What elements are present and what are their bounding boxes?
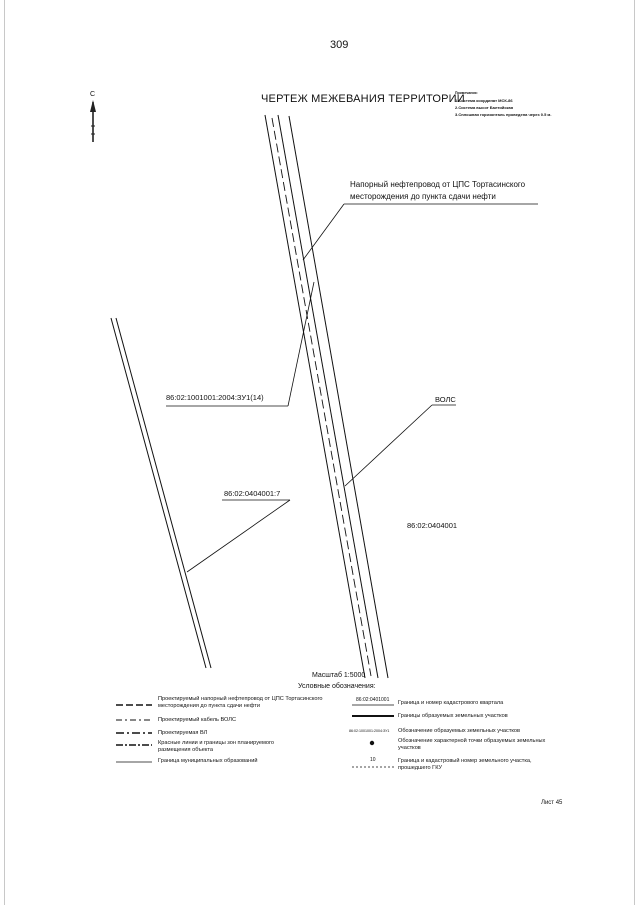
- pipeline-leader: [303, 204, 538, 260]
- quarter-0017-label: 86:02:0404001:7: [224, 489, 281, 498]
- notes-item-3: 3.Сплошная горизонталь проведена через 0.5 м.: [455, 112, 552, 117]
- legend-item-parcels: Границы образуемых земельных участков: [398, 713, 508, 719]
- vols-label: ВОЛС: [435, 395, 456, 404]
- north-letter: С: [90, 91, 96, 98]
- notes-item-1: 1.Система координат МСК-86: [455, 98, 513, 103]
- legend-item-gku: Граница и кадастровый номер земельного участка, прошедшего ГКУ: [398, 758, 532, 771]
- parcel-leader: [166, 282, 314, 406]
- parcel-zu1-label: 86:02:1001001:2004:ЗУ1(14): [166, 393, 264, 402]
- north-arrow-icon: [90, 100, 96, 142]
- scale-label: Масштаб 1:5000: [312, 672, 366, 679]
- drawing-title: ЧЕРТЕЖ МЕЖЕВАНИЯ ТЕРРИТОРИИ: [261, 93, 465, 105]
- notes-item-2: 2.Система высот Балтийская: [455, 105, 514, 110]
- legend-item-point: Обозначение характерной точки образуемых земельных участков: [398, 738, 546, 751]
- legend-sample-gku: 10: [370, 757, 376, 763]
- legend-item-red-lines: Красные линии и границы зон планируемого размещения объекта: [158, 740, 275, 753]
- legend-title: Условные обозначения:: [298, 683, 376, 690]
- legend-item-vl: Проектируемая ВЛ: [158, 730, 208, 736]
- quarter-leader: [187, 500, 290, 572]
- quarter-main-label: 86:02:0404001: [407, 521, 458, 530]
- pipeline-label-line2: месторождения до пункта сдачи нефти: [350, 192, 496, 201]
- page-number: 309: [330, 39, 349, 51]
- legend-item-parcel-designation: Обозначение образуемых земельных участков: [398, 728, 520, 734]
- legend-item-vols: Проектируемый кабель ВОЛС: [158, 717, 237, 723]
- legend-sample-quarter: 86:02:0401001: [356, 697, 390, 703]
- legend-sample-parcel: 86:02:1001001:2004:ЗУ1: [349, 729, 390, 733]
- pipeline-label-line1: Напорный нефтепровод от ЦПС Тортасинского: [350, 180, 526, 189]
- legend-item-municipal: Граница муниципальных образований: [158, 758, 258, 764]
- vols-leader: [345, 405, 456, 486]
- notes-heading: Примечания:: [455, 91, 478, 95]
- legend-item-pipeline: Проектируемый напорный нефтепровод от ЦПС Тортасинского месторождения до пункта сдачи нефти: [158, 696, 323, 709]
- legend-left-symbols: [116, 705, 152, 762]
- sheet-number: Лист 45: [541, 800, 563, 806]
- municipal-boundary: [111, 318, 211, 668]
- legend-item-quarter: Граница и номер кадастрового квартала: [398, 700, 504, 706]
